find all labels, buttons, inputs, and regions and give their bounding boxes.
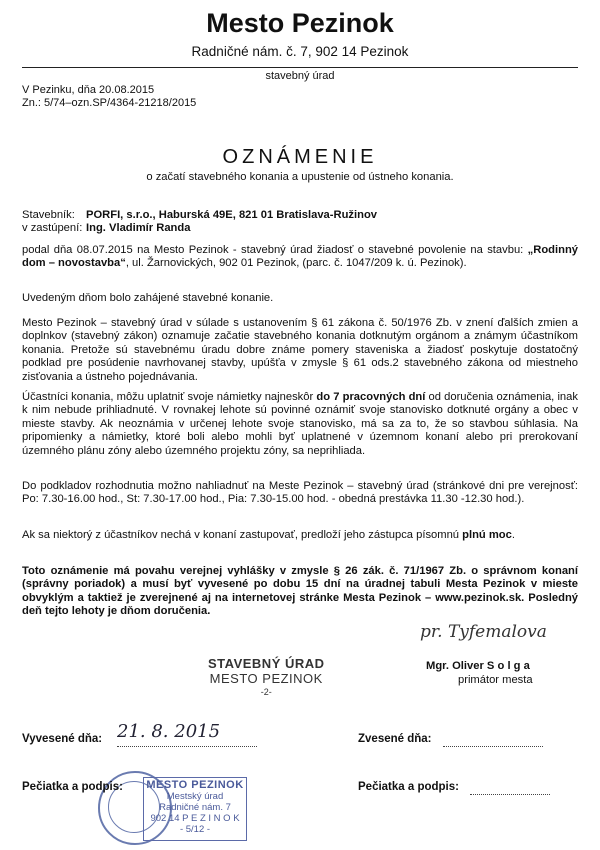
p4-text: Účastníci konania, môžu uplatniť svoje námietky najneskôr: [22, 391, 317, 403]
seal-line-4: 902 14 P E Z I N O K: [150, 813, 240, 824]
header-divider: [22, 67, 578, 68]
city-title: Mesto Pezinok: [206, 8, 394, 38]
seal-row-left: [22, 781, 123, 794]
stamp-line-1: STAVEBNÝ ÚRAD: [208, 656, 325, 671]
p6-power-of-attorney: plnú moc: [462, 529, 512, 541]
removed-label: Zvesené dňa:: [358, 733, 432, 745]
paragraph-objections: [22, 391, 578, 458]
p1-text: podal dňa 08.07.2015 na Mesto Pezinok - stavebný úrad žiadosť o stavebné povolenie na stavbu:: [22, 244, 528, 256]
seal-line-1: MESTO PEZINOK: [146, 779, 244, 791]
stamp-line-3: -2-: [260, 687, 272, 697]
signatory-role: primátor mesta: [458, 674, 533, 686]
p1-building: „Rodinný dom – novostavba“: [22, 244, 578, 270]
builder-value: PORFI, s.r.o., Haburská 49E, 821 01 Bratislava-Ružinov: [86, 209, 377, 221]
posted-row: [22, 721, 221, 746]
seal-line-2: Mestský úrad: [166, 791, 224, 802]
removed-line: [443, 745, 543, 747]
p6-text: Ak sa niektorý z účastníkov nechá v konaní zastupovať, predloží jeho zástupca písomnú: [22, 529, 463, 541]
paragraph-legal-basis: Mesto Pezinok – stavebný úrad v súlade s ustanovením § 61 zákona č. 50/1976 Zb. v znení ďalších zmien a doplnkov (stavebný zákon) oznamuje začatie stavebného konania dotknutým orgánom a známym účastníkom konania. Pretože sú stavebnému úradu dobre známe pomery staveniska a žiadosť poskytuje dostatočný podklad pre posúdenie navrhovanej stavby, upúšťa v zmysle § 61 ods.2 stavebného zákona od miestneho zisťovania a ústneho pojednávania.: [22, 317, 578, 383]
signature-scrawl: pr. Tyfemalova: [420, 622, 547, 642]
representative-label: v zastúpení:: [22, 222, 83, 234]
document-meta: [22, 84, 196, 109]
removed-row: [358, 733, 432, 746]
office-stamp: [208, 656, 325, 699]
p6-end: .: [511, 529, 515, 541]
posted-label: Vyvesené dňa:: [22, 733, 103, 745]
signatory-name: Mgr. Oliver S o l g a: [426, 660, 530, 672]
reference-number: Zn.: 5/74–ozn.SP/4364-21218/2015: [22, 96, 197, 109]
office-name: stavebný úrad: [265, 70, 335, 82]
registry-seal: [143, 777, 247, 841]
builder-label: Stavebník:: [22, 209, 75, 221]
paragraph-public-notice: Toto oznámenie má povahu verejnej vyhlášky v zmysle § 26 zák. č. 71/1967 Zb. o správnom konaní (správny poriadok) a musí byť vyvesené po dobu 15 dní na úradnej tabuli Mesta Pezinok v mieste obvyklým a taktiež je zverejnené aj na internetovej stránke Mesta Pezinok – www.pezinok.sk. Posledný deň tejto lehoty je dňom doručenia.: [22, 565, 578, 618]
posted-line: [117, 745, 257, 747]
place-date: V Pezinku, dňa 20.08.2015: [22, 84, 155, 96]
posted-date: 21. 8. 2015: [117, 721, 221, 742]
stamp-line-2: MESTO PEZINOK: [209, 671, 323, 686]
paragraph-office-hours: Do podkladov rozhodnutia možno nahliadnuť na Meste Pezinok – stavebný úrad (stránkové dni pre verejnosť: Po: 7.30-16.00 hod., St: 7.30-17.00 hod., Pia: 7.30-15.00 hod. - obedná prestávka 11.30 -12.30 hod.).: [22, 480, 578, 506]
paragraph-started: Uvedeným dňom bolo zahájené stavebné konanie.: [22, 292, 274, 304]
seal-line-right: [470, 793, 550, 795]
notice-subheading: o začatí stavebného konania a upustenie od ústneho konania.: [146, 171, 454, 183]
seal-line-5: - 5/12 -: [179, 824, 211, 835]
p4-deadline: do 7 pracovných dní: [316, 391, 426, 403]
paragraph-application: [22, 244, 578, 271]
representative-value: Ing. Vladimír Randa: [86, 222, 191, 234]
notice-heading: OZNÁMENIE: [222, 146, 378, 168]
p1-location: , ul. Žarnovických, 902 01 Pezinok, (parc. č. 1047/209 k. ú. Pezinok).: [125, 257, 467, 270]
seal-row-right: [358, 781, 459, 794]
parties-block: [22, 209, 377, 235]
seal-label-right: Pečiatka a podpis:: [358, 781, 459, 793]
paragraph-representation: [22, 529, 578, 542]
seal-label-left: Pečiatka a podpis:: [22, 781, 123, 793]
seal-line-3: Radničné nám. 7: [159, 802, 231, 813]
p4-rest: od doručenia oznámenia, inak k nim nebude prihliadnuté. V rovnakej lehote sú povinné oznámiť svoje stanovisko dotknuté orgány a obec v mieste stavby. Ak neoznámia v určenej lehote svoje stanovisko, má sa za to, že so stavbou súhlasia. Na pripomienky a námietky, ktoré boli alebo mohli byť uplatnené v územnom konaní alebo pri prerokovaní územného plánu zóny alebo územného projektu zóny, sa neprihliada.: [22, 391, 578, 457]
city-address: Radničné nám. č. 7, 902 14 Pezinok: [191, 44, 409, 59]
